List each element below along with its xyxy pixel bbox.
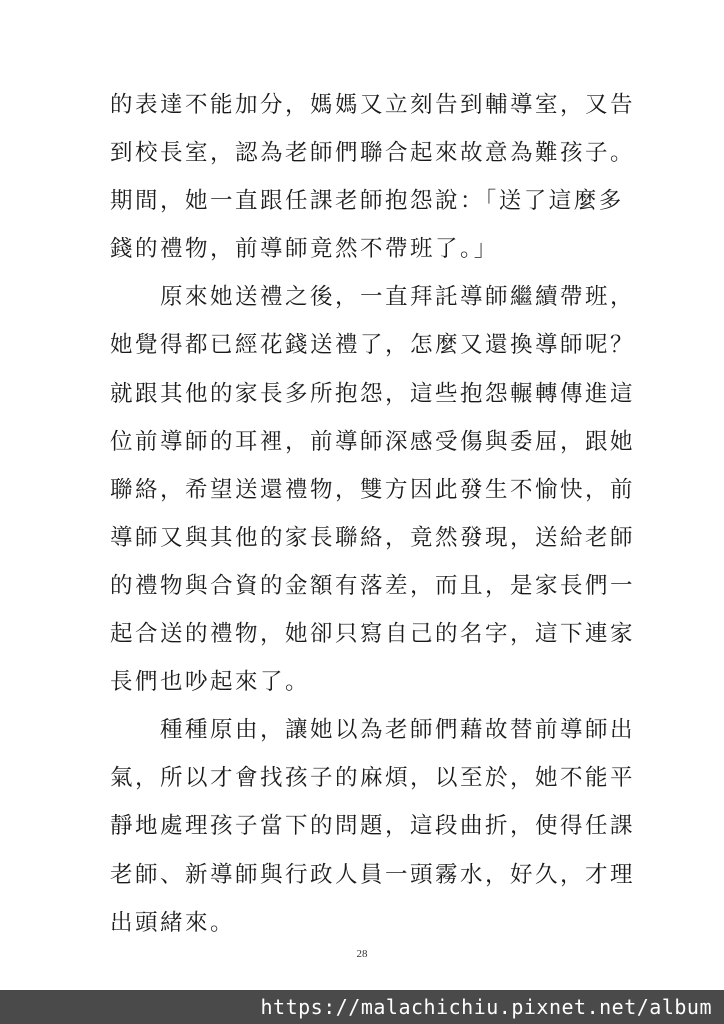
- text-line: 導師又與其他的家長聯絡，竟然發現，送給老師: [110, 524, 636, 551]
- text-line: 的表達不能加分，媽媽又立刻告到輔導室，又告: [110, 92, 636, 118]
- text-line: 到校長室，認為老師們聯合起來故意為難孩子。: [110, 140, 636, 167]
- watermark-bar: [0, 990, 724, 1024]
- text-line: 她覺得都已經花錢送禮了，怎麼又還換導師呢？: [110, 332, 636, 359]
- text-line: 種種原由，讓她以為老師們藉故替前導師出: [110, 717, 636, 744]
- text-line: 錢的禮物，前導師竟然不帶班了。」: [110, 236, 499, 263]
- text-line: 的禮物與合資的金額有落差，而且，是家長們一: [110, 572, 636, 599]
- text-line: 起合送的禮物，她卻只寫自己的名字，這下連家: [110, 621, 636, 648]
- page-number: 28: [356, 948, 368, 960]
- text-line: 就跟其他的家長多所抱怨，這些抱怨輾轉傳進這: [110, 380, 636, 407]
- text-line: 老師、新導師與行政人員一頭霧水，好久，才理: [110, 861, 636, 888]
- text-line: 聯絡，希望送還禮物，雙方因此發生不愉快，前: [110, 476, 636, 503]
- text-line: 出頭緒來。: [110, 909, 236, 936]
- text-line: 靜地處理孩子當下的問題，這段曲折，使得任課: [110, 813, 636, 840]
- text-line: 位前導師的耳裡，前導師深感受傷與委屈，跟她: [110, 428, 636, 455]
- text-line: 原來她送禮之後，一直拜託導師繼續帶班，: [110, 284, 636, 311]
- text-line: 期間，她一直跟任課老師抱怨說：「送了這麼多: [110, 188, 624, 215]
- text-line: 氣，所以才會找孩子的麻煩，以至於，她不能平: [110, 765, 636, 792]
- body-text: [110, 81, 636, 947]
- text-line: 長們也吵起來了。: [110, 669, 311, 696]
- watermark-url: https://malachichiu.pixnet.net/album: [260, 995, 712, 1019]
